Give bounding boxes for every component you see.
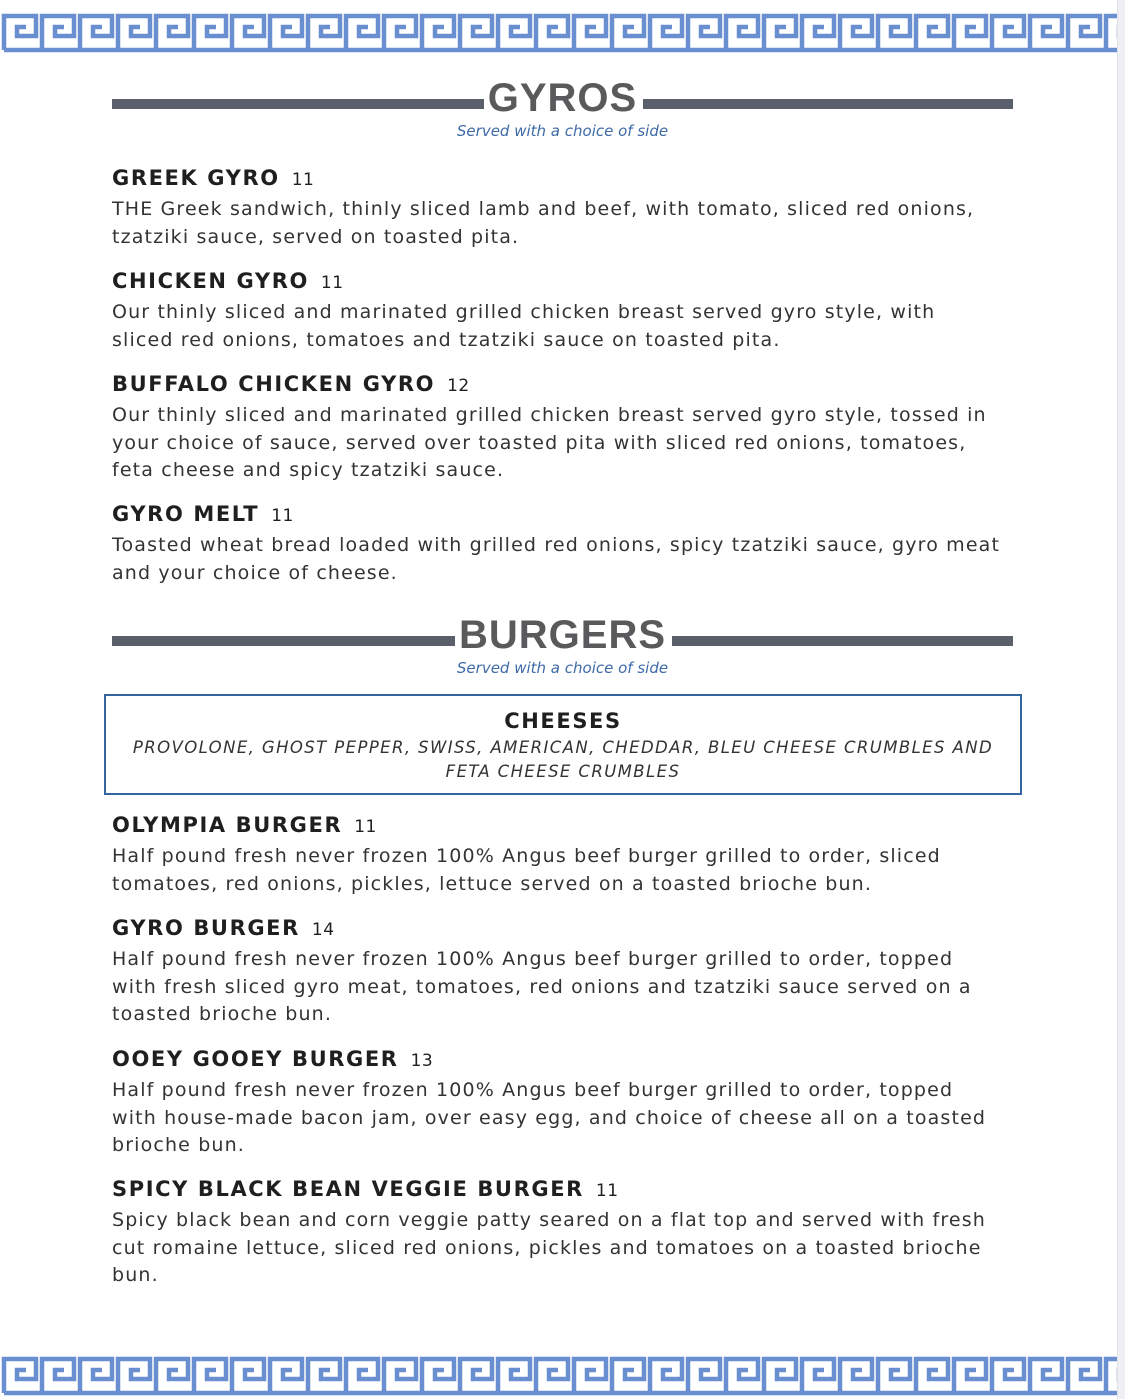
item-description: THE Greek sandwich, thinly sliced lamb and beef, with tomato, sliced red onions, tzatziki sauce, served on toasted pita. bbox=[112, 198, 975, 248]
item-price: 11 bbox=[320, 273, 344, 293]
item-title: GYRO MELT bbox=[112, 502, 260, 526]
item-description: Half pound fresh never frozen 100% Angus beef burger grilled to order, topped with fresh sliced gyro meat, tomatoes, red onions and tzatziki sauce served on a toasted brioche bun. bbox=[112, 948, 972, 1025]
item-name bbox=[112, 812, 1002, 841]
greek-key-border-bottom bbox=[0, 1353, 1117, 1399]
menu-item bbox=[112, 1046, 1002, 1160]
greek-key-pattern-icon bbox=[0, 1353, 1117, 1399]
burgers-section-subtitle: Served with a choice of side bbox=[456, 659, 669, 677]
item-name bbox=[112, 165, 1002, 194]
cheeses-list: PROVOLONE, GHOST PEPPER, SWISS, AMERICAN, CHEDDAR, BLEU CHEESE CRUMBLES AND FETA CHEESE CRUMBLES bbox=[132, 738, 994, 781]
item-price: 12 bbox=[447, 376, 470, 396]
page-edge bbox=[1117, 0, 1125, 1399]
item-price: 13 bbox=[410, 1051, 434, 1071]
item-price: 11 bbox=[291, 170, 315, 190]
item-description: Half pound fresh never frozen 100% Angus beef burger grilled to order, topped with house-made bacon jam, over easy egg, and choice of cheese all on a toasted brioche bun. bbox=[112, 1079, 987, 1156]
item-description: Toasted wheat bread loaded with grilled red onions, spicy tzatziki sauce, gyro meat and your choice of cheese. bbox=[112, 534, 1001, 584]
burgers-section-title: BURGERS bbox=[458, 613, 667, 657]
menu-item bbox=[112, 915, 1002, 1029]
item-price: 11 bbox=[354, 817, 377, 837]
item-name bbox=[112, 915, 1002, 944]
item-title: CHICKEN GYRO bbox=[112, 269, 309, 293]
item-price: 11 bbox=[271, 506, 294, 526]
cheeses-box bbox=[104, 694, 1022, 795]
item-price: 11 bbox=[595, 1181, 619, 1201]
greek-key-path bbox=[4, 1359, 1117, 1393]
item-description: Half pound fresh never frozen 100% Angus beef burger grilled to order, sliced tomatoes, red onions, pickles, lettuce served on a toasted brioche bun. bbox=[112, 845, 941, 895]
item-description: Spicy black bean and corn veggie patty seared on a flat top and served with fresh cut romaine lettuce, sliced red onions, pickles and tomatoes on a toasted brioche bun. bbox=[112, 1209, 986, 1286]
greek-key-pattern-icon bbox=[0, 10, 1117, 56]
item-name bbox=[112, 1046, 1002, 1075]
item-description: Our thinly sliced and marinated grilled chicken breast served gyro style, with sliced red onions, tomatoes and tzatziki sauce on toasted pita. bbox=[112, 301, 936, 351]
cheeses-title: CHEESES bbox=[504, 709, 622, 733]
menu-item bbox=[112, 812, 1002, 898]
item-title: OOEY GOOEY BURGER bbox=[112, 1047, 399, 1071]
item-title: OLYMPIA BURGER bbox=[112, 813, 343, 837]
item-title: BUFFALO CHICKEN GYRO bbox=[112, 372, 436, 396]
menu-item bbox=[112, 1176, 1002, 1290]
menu-item bbox=[112, 371, 1002, 485]
item-name bbox=[112, 1176, 1002, 1205]
menu-item bbox=[112, 165, 1002, 251]
item-title: GYRO BURGER bbox=[112, 916, 300, 940]
item-description: Our thinly sliced and marinated grilled chicken breast served gyro style, tossed in your choice of sauce, served over toasted pita with sliced red onions, tomatoes, feta cheese and spicy tzatziki sauce. bbox=[112, 404, 987, 481]
item-name bbox=[112, 268, 1002, 297]
item-title: SPICY BLACK BEAN VEGGIE BURGER bbox=[112, 1177, 584, 1201]
item-name bbox=[112, 501, 1002, 530]
item-name bbox=[112, 371, 1002, 400]
greek-key-border-top bbox=[0, 10, 1117, 56]
greek-key-path bbox=[4, 16, 1117, 50]
gyros-section-subtitle: Served with a choice of side bbox=[456, 122, 669, 140]
item-price: 14 bbox=[311, 920, 335, 940]
menu-item bbox=[112, 268, 1002, 354]
gyros-section-title: GYROS bbox=[487, 76, 638, 120]
item-title: GREEK GYRO bbox=[112, 166, 280, 190]
menu-item bbox=[112, 501, 1002, 587]
